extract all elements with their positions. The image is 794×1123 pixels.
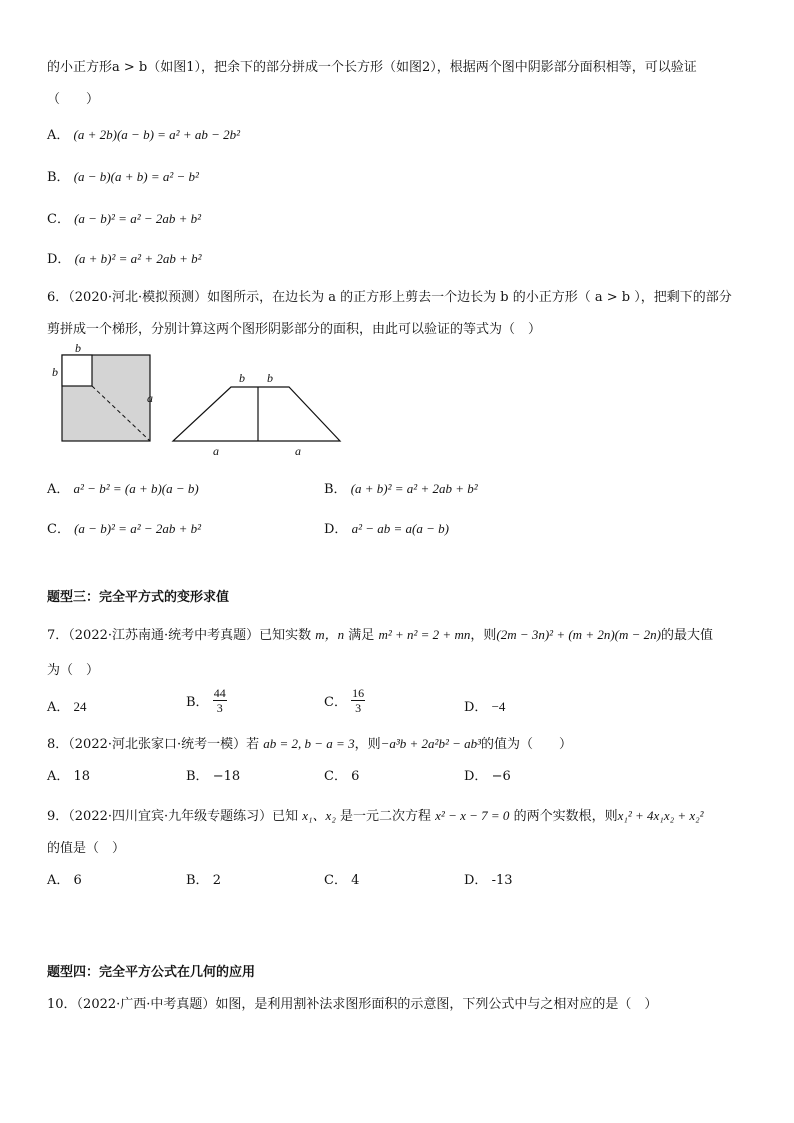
q7-option-c[interactable] (324, 686, 365, 715)
q7-stem-line1 (47, 624, 713, 643)
q7-option-b[interactable] (186, 686, 227, 715)
q5-stem-line2: （ ） (47, 92, 100, 107)
q9-vars: x₁、x₂ (302, 808, 336, 823)
q7-vars: m，n (315, 627, 345, 642)
q6-figure (40, 340, 360, 460)
section-title-4: 题型四：完全平方公式在几何的应用 (47, 965, 256, 980)
q9-option-d[interactable] (464, 869, 513, 888)
q9-text-a: 9．（2022·四川宜宾·九年级专题练习）已知 (47, 809, 299, 824)
label-b-left: b (52, 365, 58, 379)
label-trap-b2: b (267, 371, 273, 385)
option-expr: (a + 2b)(a − b) = a² + ab − 2b² (73, 127, 241, 142)
option-value: 6 (351, 769, 360, 784)
option-label: A． (47, 482, 70, 497)
q9-text-b: 是一元二次方程 (340, 809, 432, 824)
trapezoid (173, 387, 340, 441)
option-value: −4 (491, 699, 506, 714)
q9-option-c[interactable] (324, 869, 359, 888)
q6-option-a[interactable] (47, 478, 199, 497)
option-value: 2 (212, 873, 221, 888)
option-expr: (a + b)² = a² + 2ab + b² (350, 481, 478, 496)
numerator: 16 (352, 686, 365, 700)
q5-option-b[interactable] (47, 166, 199, 185)
q7-option-a[interactable] (47, 696, 87, 715)
q5-option-a[interactable] (47, 124, 240, 143)
q9-expression: x₁² + 4x₁x₂ + x₂² (617, 808, 704, 823)
q6-stem-line2: 剪拼成一个梯形，分别计算这两个图形阴影部分的面积，由此可以验证的等式为（ ） (47, 322, 542, 337)
option-expr: (a + b)² = a² + 2ab + b² (74, 251, 202, 266)
q9-text-c: 的两个实数根，则 (513, 809, 618, 824)
q9-stem-line2: 的值是（ ） (47, 841, 126, 856)
option-value: 18 (73, 769, 91, 784)
option-expr: (a − b)² = a² − 2ab + b² (74, 521, 202, 536)
fraction (351, 686, 365, 715)
label-trap-a2: a (295, 444, 301, 458)
option-label: A． (47, 769, 70, 784)
q8-option-c[interactable] (324, 765, 359, 784)
q8-text-a: 8．（2022·河北张家口·统考一模）若 (47, 737, 260, 752)
q9-option-a[interactable] (47, 869, 82, 888)
label-trap-a1: a (213, 444, 219, 458)
option-expr: (a − b)² = a² − 2ab + b² (74, 211, 202, 226)
q7-text-a: 7．（2022·江苏南通·统考中考真题）已知实数 (47, 628, 312, 643)
option-label: D． (464, 700, 488, 715)
q7-text-b: 满足 (348, 628, 375, 643)
q6-stem-line1: 6．（2020·河北·模拟预测）如图所示，在边长为 a 的正方形上剪去一个边长为 b 的小正方形（ a > b ），把剩下的部分 (47, 290, 732, 305)
option-value: -13 (491, 873, 513, 888)
section-title-3: 题型三：完全平方式的变形求值 (47, 590, 230, 605)
option-label: B． (324, 482, 347, 497)
q8-text-c: 的值为（ ） (481, 737, 573, 752)
option-label: C． (324, 769, 347, 784)
q9-option-b[interactable] (186, 869, 221, 888)
option-expr: (a − b)(a + b) = a² − b² (73, 169, 199, 184)
fraction (213, 686, 227, 715)
option-label: C． (47, 522, 70, 537)
option-label: D． (324, 522, 348, 537)
q7-text-d: 的最大值 (661, 628, 714, 643)
option-label: B． (186, 695, 209, 710)
numerator: 44 (213, 686, 226, 700)
q6-option-b[interactable] (324, 478, 478, 497)
label-b-top: b (75, 341, 81, 355)
option-label: C． (324, 695, 347, 710)
option-expr: a² − ab = a(a − b) (351, 521, 449, 536)
label-trap-b1: b (239, 371, 245, 385)
q6-option-d[interactable] (324, 518, 449, 537)
option-label: D． (464, 769, 488, 784)
q7-text-c: ，则 (470, 628, 497, 643)
q6-option-c[interactable] (47, 518, 201, 537)
option-label: C． (324, 873, 347, 888)
denominator: 3 (216, 701, 223, 715)
q7-stem-line2: 为（ ） (47, 663, 100, 678)
option-label: D． (464, 873, 488, 888)
option-label: B． (186, 873, 209, 888)
q9-equation: x² − x − 7 = 0 (435, 808, 510, 823)
option-value: 6 (73, 873, 82, 888)
q7-condition: m² + n² = 2 + mn (378, 627, 471, 642)
option-expr: a² − b² = (a + b)(a − b) (73, 481, 199, 496)
option-value: 4 (351, 873, 360, 888)
q10-stem: 10．（2022·广西·中考真题）如图，是利用割补法求图形面积的示意图，下列公式中与之相对应的是（ ） (47, 997, 658, 1012)
option-label: A． (47, 873, 70, 888)
q5-stem-line1: 的小正方形a > b（如图1），把余下的部分拼成一个长方形（如图2），根据两个图中阴影部分面积相等，可以验证 (47, 60, 697, 75)
small-square-cutout (62, 355, 92, 386)
option-label: D． (47, 252, 71, 267)
option-label: A． (47, 700, 70, 715)
option-label: B． (186, 769, 209, 784)
q8-condition: ab = 2, b − a = 3 (263, 736, 355, 751)
q9-stem-line1 (47, 805, 704, 824)
q7-expression: (2m − 3n)² + (m + 2n)(m − 2n) (496, 627, 661, 642)
q5-option-d[interactable] (47, 248, 202, 267)
option-label: A． (47, 128, 70, 143)
q8-option-d[interactable] (464, 765, 511, 784)
option-value: 24 (73, 699, 87, 714)
option-value: −6 (491, 769, 511, 784)
label-a-right: a (147, 391, 153, 405)
option-label: C． (47, 212, 70, 227)
q8-text-b: ，则 (354, 737, 381, 752)
option-label: B． (47, 170, 70, 185)
q8-option-b[interactable] (186, 765, 240, 784)
option-value: −18 (212, 769, 241, 784)
q5-option-c[interactable] (47, 208, 201, 227)
q8-expression: −a³b + 2a²b² − ab³ (380, 736, 482, 751)
q8-option-a[interactable] (47, 765, 90, 784)
q8-stem (47, 733, 572, 752)
q7-option-d[interactable] (464, 696, 505, 715)
denominator: 3 (355, 701, 362, 715)
